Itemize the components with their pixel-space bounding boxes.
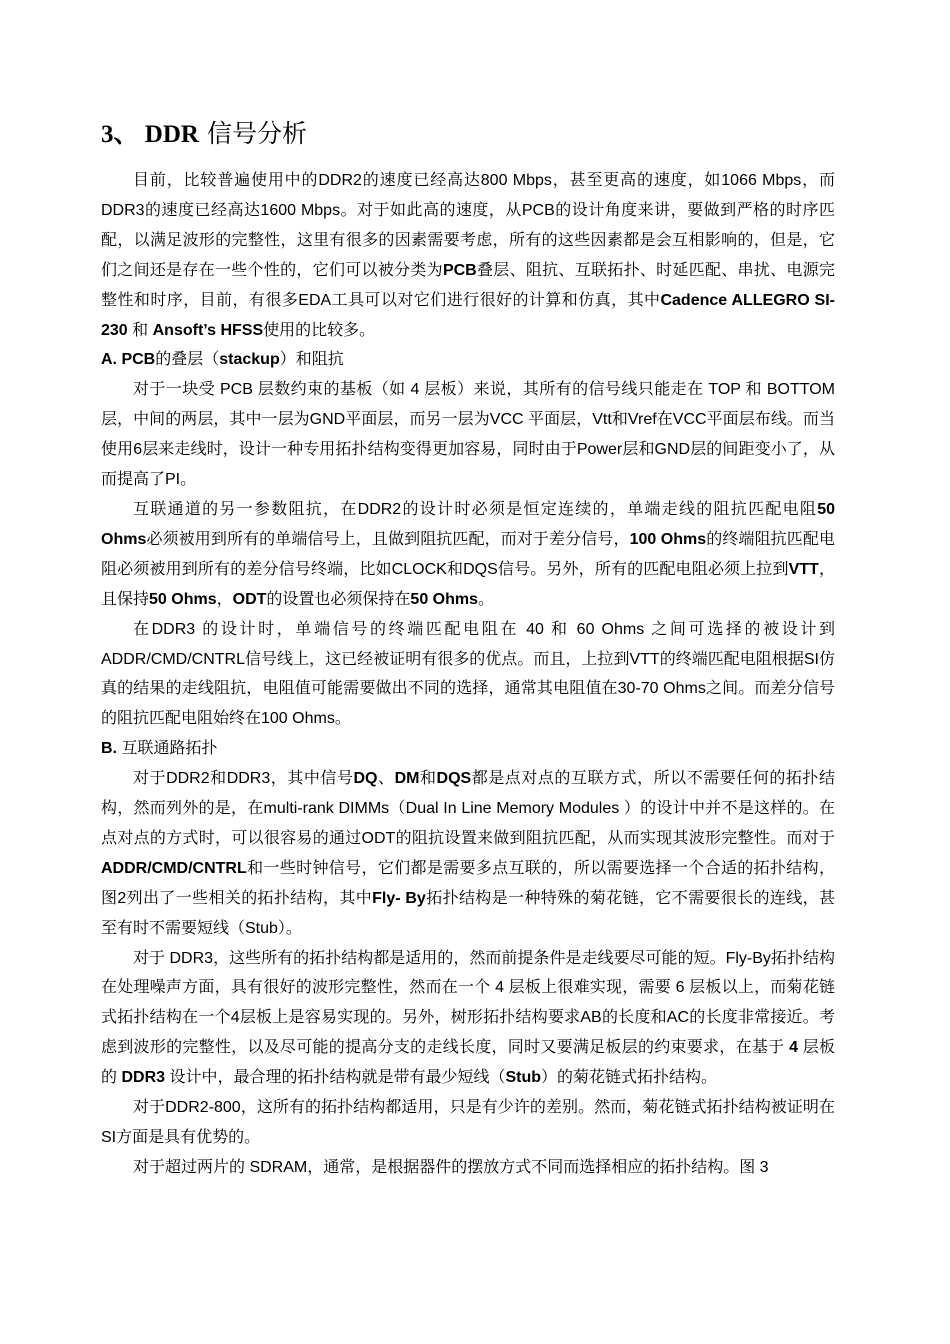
page-content [101,113,835,1183]
text-run: 叠层、阻抗、互联拓扑、时延匹配、串扰、电源完整性和时序，目前，有很多EDA工具可以对它们进行很好的计算和仿真，其中 [101,261,835,309]
text-run: 必须被用到所有的单端信号上，且做到阻抗匹配，而对于差分信号， [146,530,630,548]
bold-text-run: DDR3 [121,1069,166,1087]
text-run: 互联通路拓扑 [117,740,218,758]
text-run: ， [216,590,233,608]
text-run: 和 [419,770,437,788]
bold-text-run: DQS [436,770,472,788]
bold-text-run: 50 Ohms [101,500,835,548]
paragraph-intro [101,166,835,345]
bold-text-run: 50 Ohms [410,590,479,608]
text-run: ）的菊花链式拓扑结构。 [541,1069,718,1087]
text-run: 在DDR3 的设计时，单端信号的终端匹配电阻在 40 和 60 Ohms 之间可选择的被设计到ADDR/CMD/CNTRL信号线上，这已经被证明有很多的优点。而且，上拉到VTT的终端匹配电阻根据SI仿真的结果的走线阻抗，电阻值可能需要做出不同的选择，通常其电阻值在30-70 Ohms之间。而差分信号的阻抗匹配电阻始终在100 Ohms。 [101,620,835,728]
bold-text-run: stackup [219,351,280,369]
bold-text-run: DM [394,770,420,788]
text-run: 使用的比较多。 [263,321,376,339]
bold-text-run: PCB [442,261,477,279]
paragraph-topology-ddr2 [101,1093,835,1153]
section-title-latin: DDR [144,121,199,148]
text-run: 、 [377,770,395,788]
text-run: 对于超过两片的 SDRAM，通常，是根据器件的摆放方式不同而选择相应的拓扑结构。图 3 [133,1158,769,1176]
bold-text-run: VTT [788,560,819,578]
text-run: 和一些时钟信号，它们都是需要多点互联的，所以需要选择一个合适的拓扑结构，图2列出了一些相关的拓扑结构，其中 [101,859,835,907]
paragraph-topology-ddr3 [101,944,835,1094]
paragraph-impedance-ddr2 [101,495,835,615]
bold-text-run: ODT [232,590,267,608]
bold-text-run: B. [101,740,117,758]
text-run: 的叠层（ [155,351,220,369]
bold-text-run: ADDR/CMD/CNTRL [101,859,247,877]
paragraph-stackup [101,375,835,495]
section-title-cjk: 信号分析 [206,119,307,148]
text-run: 设计中，最合理的拓扑结构就是带有最少短线（ [165,1069,506,1087]
section-number: 3、 [101,121,139,148]
bold-text-run: Fly- By [372,889,426,907]
bold-text-run: DQ [353,770,378,788]
text-run: 的设置也必须保持在 [266,590,411,608]
text-run: 对于DDR2和DDR3，其中信号 [133,770,354,788]
text-run: ）和阻抗 [279,351,344,369]
text-run: 都是点对点的互联方式，所以不需要任何的拓扑结构，然而列外的是，在multi-rank DIMMs（Dual In Line Memory Modules ）的设计中并不是这样的。在点对点的方式时，可以很容易的通过ODT的阻抗设置来做到阻抗匹配，从而实现其波形完整性。而对于 [101,770,835,847]
paragraph-topology-intro [101,764,835,943]
text-run: 拓扑结构是一种特殊的菊花链，它不需要很长的连线，甚至有时不需要短线（Stub）。 [101,889,835,937]
subheading-pcb-stackup [101,345,835,375]
paragraph-impedance-ddr3 [101,615,835,735]
text-run: 对于DDR2-800，这所有的拓扑结构都适用，只是有少许的差别。然而，菊花链式拓扑结构被证明在SI方面是具有优势的。 [101,1099,835,1146]
section-heading [101,113,835,156]
bold-text-run: Ansoft’s HFSS [152,321,264,339]
text-run: 互联通道的另一参数阻抗，在DDR2的设计时必须是恒定连续的，单端走线的阻抗匹配电阻 [133,500,818,518]
text-run: 和 [127,321,153,339]
subheading-topology [101,734,835,764]
text-run: 目前，比较普遍使用中的DDR2的速度已经高达800 Mbps，甚至更高的速度，如1066 Mbps，而DDR3的速度已经高达1600 Mbps。对于如此高的速度，从PCB的设计角度来讲，要做到严格的时序匹配，以满足波形的完整性，这里有很多的因素需要考虑，所有的这些因素都是会互相影响的，但是，它们之间还是存在一些个性的，它们可以被分类为 [101,172,835,279]
text-run: 对于一块受 PCB 层数约束的基板（如 4 层板）来说，其所有的信号线只能走在 TOP 和 BOTTOM层，中间的两层，其中一层为GND平面层，而另一层为VCC 平面层，Vtt和Vref在VCC平面层布线。而当使用6层来走线时，设计一种专用拓扑结构变得更加容易，同时由于Power层和GND层的间距变小了，从而提高了PI。 [101,381,835,489]
paragraph-multi-sdram [101,1153,835,1183]
bold-text-run: Stub [505,1069,542,1087]
bold-text-run: 4 [789,1039,798,1057]
bold-text-run: 100 Ohms [629,530,707,548]
text-run: 。 [478,590,495,608]
bold-text-run: Cadence ALLEGRO SI-230 [101,291,836,339]
text-run: 的终端阻抗匹配电阻必须被用到所有的差分信号终端，比如CLOCK和DQS信号。另外，所有的匹配电阻必须上拉到 [101,530,835,578]
bold-text-run: 50 Ohms [149,590,217,608]
text-run: 层板的 [101,1039,835,1087]
text-run: 对于 DDR3，这些所有的拓扑结构都是适用的，然而前提条件是走线要尽可能的短。Fly-By拓扑结构在处理噪声方面，具有很好的波形完整性，然而在一个 4 层板上很难实现，需要 6 层板以上，而菊花链式拓扑结构在一个4层板上是容易实现的。另外，树形拓扑结构要求AB的长度和AC的长度非常接近。考虑到波形的完整性，以及尽可能的提高分支的走线长度，同时又要满足板层的约束要求，在基于 [101,949,835,1057]
bold-text-run: A. PCB [101,351,156,369]
text-run: ，且保持 [101,560,835,608]
